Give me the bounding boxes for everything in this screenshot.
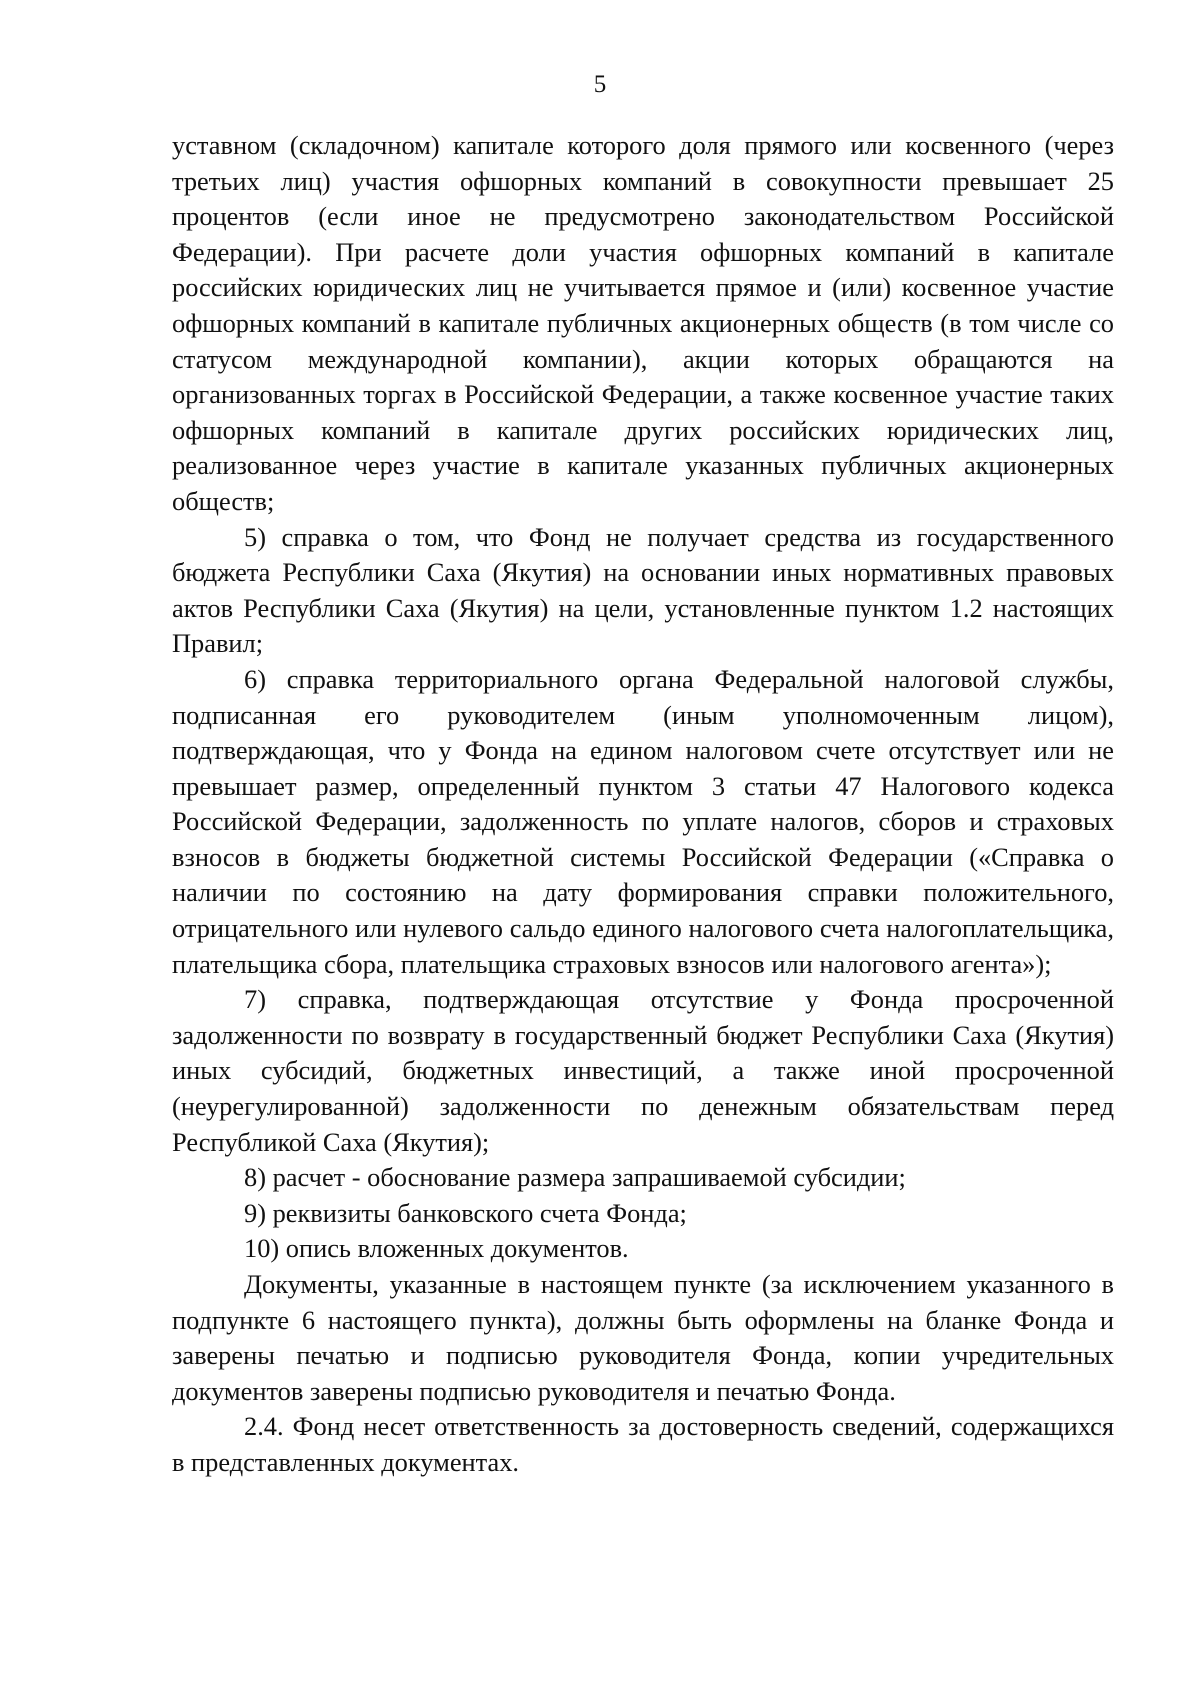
paragraph-item-8: 8) расчет - обоснование размера запрашиваемой субсидии; <box>244 1162 906 1193</box>
paragraph-item-10: 10) опись вложенных документов. <box>244 1233 629 1264</box>
paragraph-item-7: 7) справка, подтверждающая отсутствие у Фонда просроченной задолженности по возврату в государственный бюджет Республики Саха (Якутия) иных субсидий, бюджетных инвестиций, а также иной просроченной (неурегулированной) задолженности по денежным обязательствам перед Республикой Саха (Якутия); <box>172 984 1114 1157</box>
paragraph-clause-2-4: 2.4. Фонд несет ответственность за достоверность сведений, содержащихся в представленных документах. <box>172 1411 1114 1477</box>
paragraph-documents-requirements: Документы, указанные в настоящем пункте (за исключением указанного в подпункте 6 настоящего пункта), должны быть оформлены на бланке Фонда и заверены печатью и подписью руководителя Фонда, копии учредительных документов заверены подписью руководителя и печатью Фонда. <box>172 1269 1114 1406</box>
paragraph-item-9: 9) реквизиты банковского счета Фонда; <box>244 1197 687 1228</box>
paragraph-offshore-continuation: уставном (складочном) капитале которого доля прямого или косвенного (через третьих лиц) участия офшорных компаний в совокупности превышает 25 процентов (если иное не предусмотрено законодательством Российской Федерации). При расчете доли участия офшорных компаний в капитале российских юридических лиц не учитывается прямое и (или) косвенное участие офшорных компаний в капитале публичных акционерных обществ (в том числе со статусом международной компании), акции которых обращаются на организованных торгах в Российской Федерации, а также косвенное участие таких офшорных компаний в капитале других российских юридических лиц, реализованное через участие в капитале указанных публичных акционерных обществ; <box>172 130 1114 516</box>
paragraph-item-5: 5) справка о том, что Фонд не получает средства из государственного бюджета Республики Саха (Якутия) на основании иных нормативных правовых актов Республики Саха (Якутия) на цели, установленные пунктом 1.2 настоящих Правил; <box>172 521 1114 659</box>
paragraph-item-6: 6) справка территориального органа Федеральной налоговой службы, подписанная его руководителем (иным уполномоченным лицом), подтверждающая, что у Фонда на едином налоговом счете отсутствует или не превышает размер, определенный пунктом 3 статьи 47 Налогового кодекса Российской Федерации, задолженность по уплате налогов, сборов и страховых взносов в бюджеты бюджетной системы Российской Федерации («Справка о наличии по состоянию на дату формирования справки положительного, отрицательного или нулевого сальдо единого налогового счета налогоплательщика, плательщика сбора, плательщика страховых взносов или налогового агента»); <box>172 663 1114 979</box>
document-body <box>172 128 1114 1481</box>
page-number: 5 <box>593 71 607 98</box>
